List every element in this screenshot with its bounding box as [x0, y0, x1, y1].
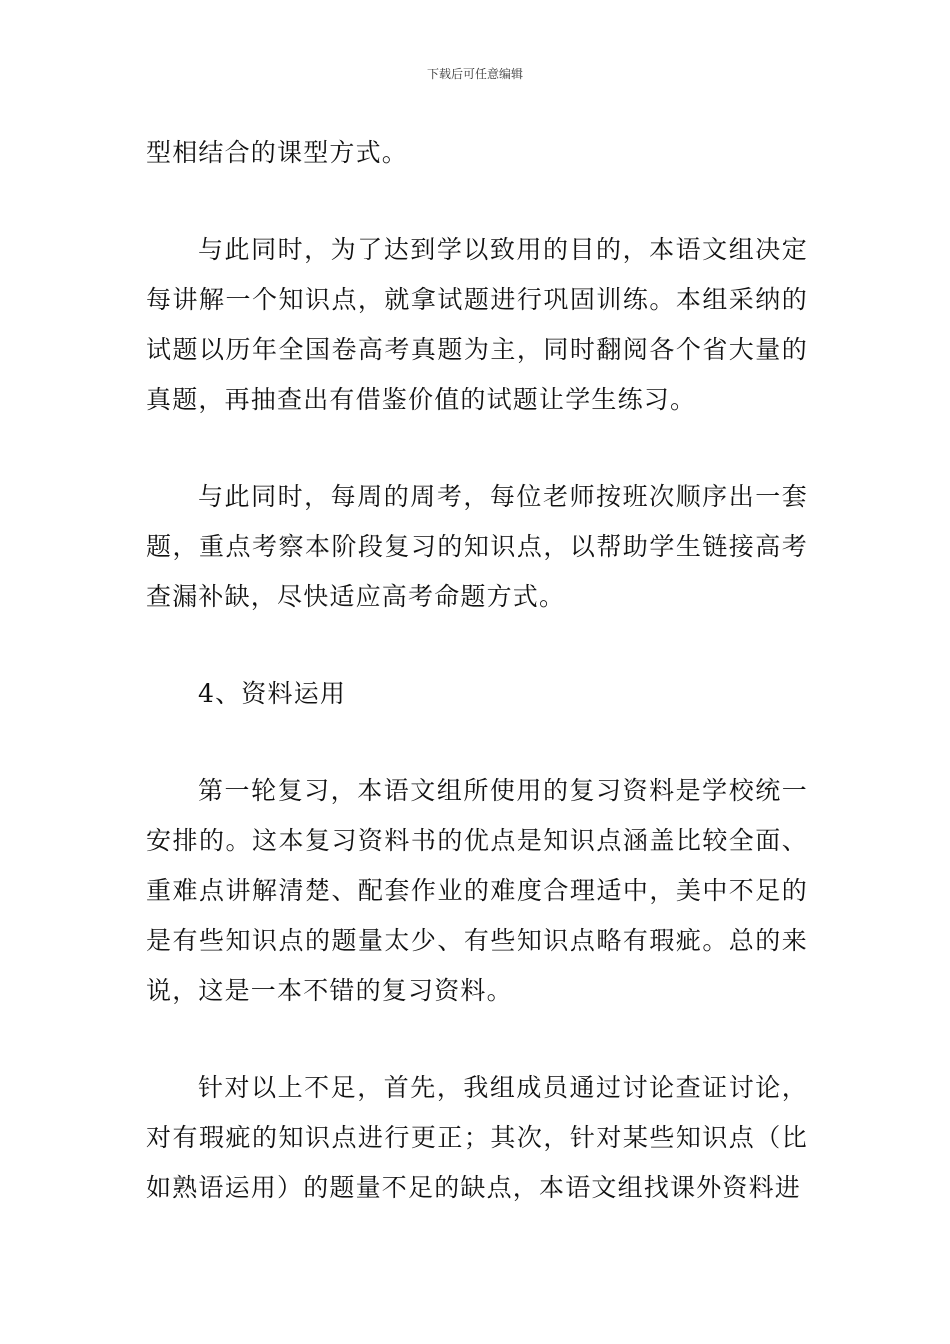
paragraph-weekly-exam: 与此同时，每周的周考，每位老师按班次顺序出一套题，重点考察本阶段复习的知识点，以帮助学生链接高考查漏补缺，尽快适应高考命题方式。 [146, 482, 808, 611]
paragraph-continuation: 型相结合的课型方式。 [146, 138, 409, 167]
document-body [146, 128, 808, 1213]
paragraph-improvements: 针对以上不足，首先，我组成员通过讨论查证讨论，对有瑕疵的知识点进行更正；其次，针对某些知识点（比如熟语运用）的题量不足的缺点，本语文组找课外资料进 [146, 1073, 808, 1202]
paragraph-exercises: 与此同时，为了达到学以致用的目的，本语文组决定每讲解一个知识点，就拿试题进行巩固训练。本组采纳的试题以历年全国卷高考真题为主，同时翻阅各个省大量的真题，再抽查出有借鉴价值的试题让学生练习。 [146, 235, 808, 414]
page-header: 下载后可任意编辑 [426, 67, 523, 81]
paragraph-review-materials: 第一轮复习，本语文组所使用的复习资料是学校统一安排的。这本复习资料书的优点是知识点涵盖比较全面、重难点讲解清楚、配套作业的难度合理适中，美中不足的是有些知识点的题量太少、有些知识点略有瑕疵。总的来说，这是一本不错的复习资料。 [146, 776, 808, 1005]
section-heading-materials: 4、资料运用 [198, 679, 347, 708]
